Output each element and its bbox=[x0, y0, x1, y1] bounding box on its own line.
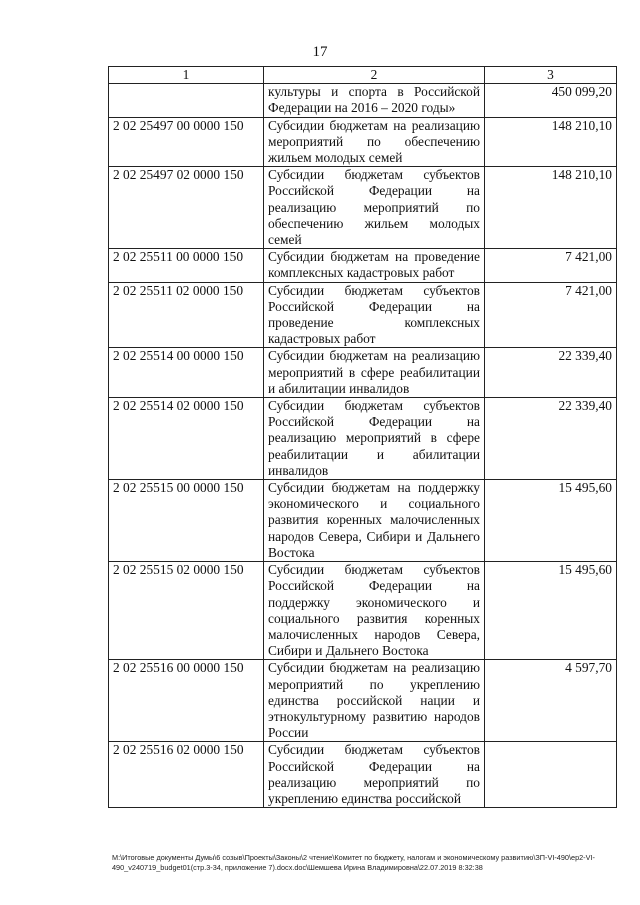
description-cell: Субсидии бюджетам на поддержку экономического и социального развития коренных малочисленных народов Севера, Сибири и Дальнего Востока bbox=[264, 480, 485, 562]
document-file-path: M:\Итоговые документы Думы\6 созыв\Проекты\Законы\2 чтение\Комитет по бюджету, налогам и экономическому развитию\ЗП-VI-490\ep2-VI-490_v240719_budget01(стр.3-34, приложение 7).docx.doc\Шемшева Ирина Владимировна\22.07.2019 8:32:38 bbox=[112, 853, 595, 872]
table-row bbox=[109, 282, 617, 348]
budget-code-cell: 2 02 25516 02 0000 150 bbox=[109, 742, 264, 808]
budget-code-cell: 2 02 25515 00 0000 150 bbox=[109, 480, 264, 562]
description-cell: культуры и спорта в Российской Федерации на 2016 – 2020 годы» bbox=[264, 84, 485, 117]
budget-code-cell bbox=[109, 84, 264, 117]
table-row bbox=[109, 398, 617, 480]
table-row bbox=[109, 480, 617, 562]
column-header-1: 1 bbox=[109, 67, 264, 84]
table-header-row bbox=[109, 67, 617, 84]
description-cell: Субсидии бюджетам субъектов Российской Федерации на поддержку экономического и социального развития коренных малочисленных народов Севера, Сибири и Дальнего Востока bbox=[264, 562, 485, 660]
amount-cell: 7 421,00 bbox=[485, 249, 617, 282]
budget-code-cell: 2 02 25514 00 0000 150 bbox=[109, 348, 264, 398]
budget-code-cell: 2 02 25511 00 0000 150 bbox=[109, 249, 264, 282]
budget-code-cell: 2 02 25511 02 0000 150 bbox=[109, 282, 264, 348]
budget-code-cell: 2 02 25516 00 0000 150 bbox=[109, 660, 264, 742]
amount-cell: 148 210,10 bbox=[485, 167, 617, 249]
amount-cell: 22 339,40 bbox=[485, 398, 617, 480]
table-row bbox=[109, 167, 617, 249]
amount-cell: 7 421,00 bbox=[485, 282, 617, 348]
amount-cell: 15 495,60 bbox=[485, 480, 617, 562]
budget-code-cell: 2 02 25515 02 0000 150 bbox=[109, 562, 264, 660]
budget-code-cell: 2 02 25514 02 0000 150 bbox=[109, 398, 264, 480]
budget-table bbox=[108, 66, 617, 808]
description-cell: Субсидии бюджетам субъектов Российской Федерации на проведение комплексных кадастровых работ bbox=[264, 282, 485, 348]
amount-cell: 4 597,70 bbox=[485, 660, 617, 742]
description-cell: Субсидии бюджетам на проведение комплексных кадастровых работ bbox=[264, 249, 485, 282]
description-cell: Субсидии бюджетам субъектов Российской Федерации на реализацию мероприятий по обеспечению жильем молодых семей bbox=[264, 167, 485, 249]
table-row bbox=[109, 348, 617, 398]
table-row bbox=[109, 660, 617, 742]
budget-code-cell: 2 02 25497 00 0000 150 bbox=[109, 117, 264, 167]
description-cell: Субсидии бюджетам на реализацию мероприятий по обеспечению жильем молодых семей bbox=[264, 117, 485, 167]
budget-code-cell: 2 02 25497 02 0000 150 bbox=[109, 167, 264, 249]
amount-cell: 148 210,10 bbox=[485, 117, 617, 167]
table-row bbox=[109, 562, 617, 660]
table-row bbox=[109, 117, 617, 167]
column-header-2: 2 bbox=[264, 67, 485, 84]
description-cell: Субсидии бюджетам субъектов Российской Федерации на реализацию мероприятий в сфере реабилитации и абилитации инвалидов bbox=[264, 398, 485, 480]
amount-cell: 450 099,20 bbox=[485, 84, 617, 117]
table-row bbox=[109, 249, 617, 282]
description-cell: Субсидии бюджетам субъектов Российской Федерации на реализацию мероприятий по укреплению единства российской bbox=[264, 742, 485, 808]
amount-cell bbox=[485, 742, 617, 808]
table-row bbox=[109, 84, 617, 117]
page-number: 17 bbox=[312, 44, 328, 60]
column-header-3: 3 bbox=[485, 67, 617, 84]
description-cell: Субсидии бюджетам на реализацию мероприятий в сфере реабилитации и абилитации инвалидов bbox=[264, 348, 485, 398]
table-row bbox=[109, 742, 617, 808]
amount-cell: 22 339,40 bbox=[485, 348, 617, 398]
amount-cell: 15 495,60 bbox=[485, 562, 617, 660]
description-cell: Субсидии бюджетам на реализацию мероприятий по укреплению единства российской нации и этнокультурному развитию народов России bbox=[264, 660, 485, 742]
